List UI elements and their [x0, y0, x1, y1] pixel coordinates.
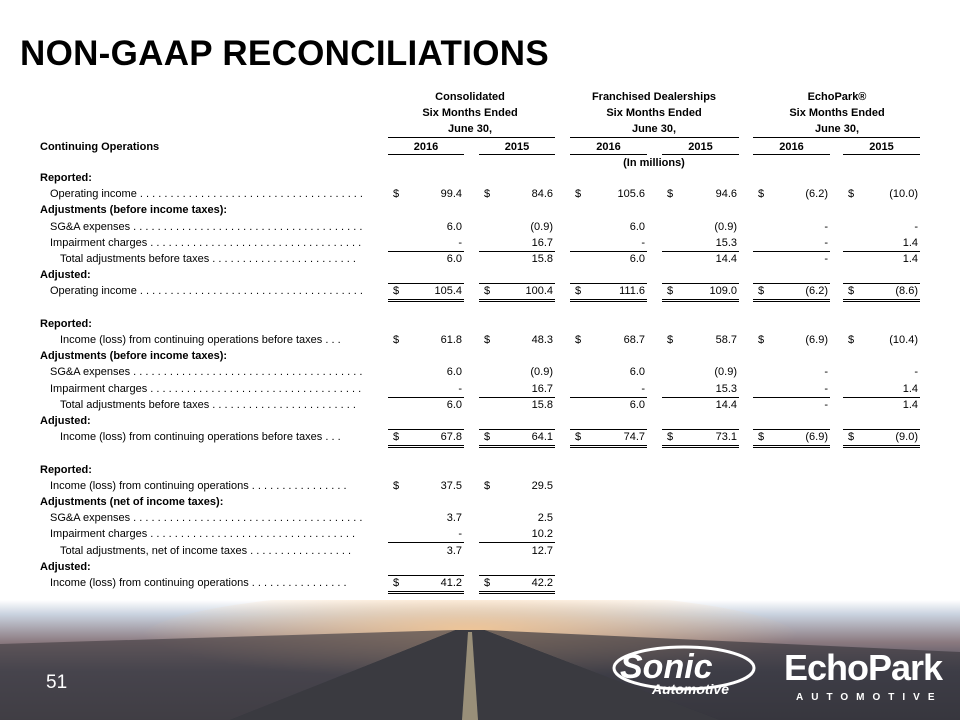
- row-value: 109.0: [709, 285, 737, 298]
- row-value: 10.2: [531, 528, 553, 541]
- row-value: -: [641, 236, 645, 249]
- row-value: -: [824, 398, 828, 411]
- row-value: -: [914, 220, 918, 233]
- echopark-automotive-logo: [784, 647, 943, 703]
- double-underline-top: [479, 445, 555, 446]
- row-value: 6.0: [446, 253, 462, 265]
- row-label: Impairment charges . . . . . . . . . . . . . . . . . . . . . . . . . . . . . . . . . . .: [50, 236, 362, 249]
- total-line-above: [753, 429, 830, 430]
- group-header-underline: [753, 137, 920, 138]
- total-line-above: [479, 575, 555, 576]
- section-label: Continuing Operations: [40, 141, 160, 153]
- row-value: 1.4: [902, 253, 918, 265]
- row-value: (0.9): [530, 366, 553, 379]
- double-underline-top: [843, 299, 920, 300]
- year-header-underline: [843, 154, 920, 155]
- dollar-sign: $: [667, 188, 674, 201]
- double-underline-top: [570, 445, 647, 446]
- row-value: -: [641, 382, 645, 395]
- row-value: 37.5: [440, 479, 462, 492]
- double-underline-top: [388, 445, 464, 446]
- dollar-sign: $: [484, 285, 491, 298]
- row-section-label: Adjusted:: [40, 560, 91, 573]
- row-value: 99.4: [440, 188, 462, 201]
- row-value: 12.7: [531, 544, 553, 557]
- dollar-sign: $: [393, 431, 400, 444]
- echopark-logo-subtext: AUTOMOTIVE: [796, 692, 943, 703]
- row-label: SG&A expenses . . . . . . . . . . . . . . . . . . . . . . . . . . . . . . . . . . . . . .: [50, 512, 363, 525]
- row-value: -: [824, 366, 828, 379]
- total-line-above: [479, 429, 555, 430]
- dollar-sign: $: [848, 334, 855, 346]
- sonic-logo-subtext: Automotive: [652, 681, 729, 697]
- double-underline-bottom: [388, 593, 464, 594]
- total-line-above: [388, 283, 464, 284]
- row-value: (10.0): [889, 188, 918, 201]
- double-underline-top: [388, 299, 464, 300]
- year-header: 2015: [688, 141, 713, 153]
- year-header-underline: [570, 154, 647, 155]
- row-value: 105.4: [434, 285, 462, 298]
- dollar-sign: $: [758, 285, 765, 298]
- double-underline-top: [479, 591, 555, 592]
- total-line-above: [570, 283, 647, 284]
- row-value: 111.6: [619, 285, 645, 298]
- total-line-above: [843, 283, 920, 284]
- row-value: 68.7: [623, 334, 645, 346]
- dollar-sign: $: [667, 285, 674, 298]
- row-value: 61.8: [440, 334, 462, 346]
- double-underline-top: [662, 445, 739, 446]
- double-underline-bottom: [753, 447, 830, 448]
- row-value: 15.3: [715, 236, 737, 249]
- group-header-date: June 30,: [631, 123, 677, 135]
- row-value: 1.4: [902, 382, 918, 395]
- dollar-sign: $: [484, 334, 491, 346]
- year-header-underline: [753, 154, 830, 155]
- row-section-label: Adjustments (before income taxes):: [40, 204, 228, 217]
- double-underline-bottom: [662, 447, 739, 448]
- row-value: 48.3: [531, 334, 553, 346]
- row-section-label: Reported:: [40, 463, 92, 476]
- total-line-above: [753, 283, 830, 284]
- double-underline-bottom: [388, 301, 464, 302]
- double-underline-bottom: [388, 447, 464, 448]
- double-underline-bottom: [843, 301, 920, 302]
- row-value: 15.3: [715, 382, 737, 395]
- dollar-sign: $: [848, 285, 855, 298]
- row-value: 2.5: [537, 512, 553, 525]
- dollar-sign: $: [575, 285, 582, 298]
- row-value: 3.7: [446, 544, 462, 557]
- row-label: SG&A expenses . . . . . . . . . . . . . . . . . . . . . . . . . . . . . . . . . . . . . .: [50, 366, 363, 379]
- row-value: -: [824, 220, 828, 233]
- row-section-label: Adjustments (before income taxes):: [40, 350, 228, 363]
- group-header-underline: [388, 137, 555, 138]
- dollar-sign: $: [393, 285, 400, 298]
- row-label: Total adjustments before taxes . . . . . . . . . . . . . . . . . . . . . . . .: [60, 398, 356, 411]
- year-header: 2016: [779, 141, 804, 153]
- row-value: (6.2): [805, 285, 828, 298]
- row-value: 6.0: [446, 398, 462, 411]
- total-line-above: [662, 283, 739, 284]
- total-line-above: [388, 429, 464, 430]
- row-value: 14.4: [715, 398, 737, 411]
- double-underline-bottom: [570, 301, 647, 302]
- row-value: 16.7: [531, 382, 553, 395]
- row-value: (6.2): [805, 188, 828, 201]
- double-underline-bottom: [753, 301, 830, 302]
- row-section-label: Adjustments (net of income taxes):: [40, 496, 224, 508]
- row-value: 105.6: [617, 188, 645, 201]
- year-header-underline: [388, 154, 464, 155]
- row-value: (6.9): [805, 431, 828, 444]
- row-label: Income (loss) from continuing operations . . . . . . . . . . . . . . . .: [50, 479, 347, 492]
- row-value: -: [824, 382, 828, 395]
- double-underline-top: [843, 445, 920, 446]
- dollar-sign: $: [484, 577, 491, 589]
- echopark-logo-text: EchoPark: [784, 647, 943, 688]
- row-value: 15.8: [531, 253, 553, 265]
- row-section-label: Reported:: [40, 172, 92, 184]
- dollar-sign: $: [393, 479, 400, 492]
- dollar-sign: $: [848, 188, 855, 201]
- row-value: (0.9): [714, 366, 737, 379]
- row-label: Operating income . . . . . . . . . . . . . . . . . . . . . . . . . . . . . . . . . . . . .: [50, 285, 363, 298]
- row-value: (6.9): [805, 334, 828, 346]
- group-header-name: Franchised Dealerships: [591, 91, 717, 103]
- row-value: -: [458, 382, 462, 395]
- group-header-period: Six Months Ended: [606, 107, 702, 119]
- total-line-above: [662, 429, 739, 430]
- double-underline-top: [388, 591, 464, 592]
- row-label: Income (loss) from continuing operations . . . . . . . . . . . . . . . .: [50, 577, 347, 589]
- dollar-sign: $: [575, 188, 582, 201]
- row-value: 67.8: [440, 431, 462, 444]
- row-label: Income (loss) from continuing operations before taxes . . .: [60, 334, 341, 346]
- dollar-sign: $: [758, 431, 765, 444]
- dollar-sign: $: [758, 334, 765, 346]
- dollar-sign: $: [575, 431, 582, 444]
- row-value: 14.4: [715, 253, 737, 265]
- row-value: 3.7: [446, 512, 462, 525]
- row-value: 41.2: [440, 577, 462, 589]
- row-value: -: [914, 366, 918, 379]
- double-underline-top: [662, 299, 739, 300]
- row-value: 100.4: [525, 285, 553, 298]
- group-header-name: Consolidated: [435, 91, 505, 103]
- group-header-date: June 30,: [447, 123, 493, 135]
- row-label: Impairment charges . . . . . . . . . . . . . . . . . . . . . . . . . . . . . . . . . .: [50, 528, 356, 541]
- total-line-above: [570, 429, 647, 430]
- row-value: -: [824, 236, 828, 249]
- row-value: (9.0): [895, 431, 918, 444]
- group-header-period: Six Months Ended: [789, 107, 885, 119]
- double-underline-bottom: [843, 447, 920, 448]
- double-underline-top: [753, 299, 830, 300]
- row-value: (0.9): [714, 220, 737, 233]
- row-value: 94.6: [715, 188, 737, 201]
- row-label: Total adjustments, net of income taxes . . . . . . . . . . . . . . . . .: [60, 544, 352, 557]
- row-value: 64.1: [531, 431, 553, 444]
- dollar-sign: $: [758, 188, 765, 201]
- row-value: 29.5: [531, 479, 553, 492]
- row-value: 6.0: [629, 366, 645, 379]
- row-value: -: [458, 236, 462, 249]
- double-underline-bottom: [570, 447, 647, 448]
- row-value: 84.6: [531, 188, 553, 201]
- dollar-sign: $: [667, 431, 674, 444]
- dollar-sign: $: [667, 334, 674, 346]
- year-header-underline: [662, 154, 739, 155]
- group-header-underline: [570, 137, 739, 138]
- units-label: (In millions): [623, 157, 685, 169]
- row-value: 73.1: [715, 431, 737, 444]
- row-value: 42.2: [531, 577, 553, 589]
- row-value: 1.4: [902, 398, 918, 411]
- year-header: 2015: [504, 141, 530, 153]
- row-label: Operating income . . . . . . . . . . . . . . . . . . . . . . . . . . . . . . . . . . . . .: [50, 188, 363, 201]
- page-number: 51: [46, 672, 68, 693]
- dollar-sign: $: [484, 479, 491, 492]
- row-value: (0.9): [530, 220, 553, 233]
- dollar-sign: $: [575, 334, 582, 346]
- dollar-sign: $: [393, 577, 400, 589]
- year-header-underline: [479, 154, 555, 155]
- double-underline-top: [479, 299, 555, 300]
- dollar-sign: $: [393, 334, 400, 346]
- total-line-above: [843, 429, 920, 430]
- double-underline-top: [753, 445, 830, 446]
- double-underline-bottom: [479, 447, 555, 448]
- row-value: 15.8: [531, 398, 553, 411]
- total-line-above: [479, 283, 555, 284]
- row-value: -: [824, 253, 828, 265]
- double-underline-bottom: [479, 301, 555, 302]
- row-value: 6.0: [629, 253, 645, 265]
- double-underline-bottom: [662, 301, 739, 302]
- year-header: 2016: [596, 141, 621, 153]
- double-underline-bottom: [479, 593, 555, 594]
- dollar-sign: $: [484, 188, 491, 201]
- slide-title: NON-GAAP RECONCILIATIONS: [20, 34, 549, 73]
- row-value: 6.0: [629, 220, 645, 233]
- sonic-logo-text: Sonic: [620, 648, 713, 686]
- group-header-date: June 30,: [814, 123, 860, 135]
- row-label: Total adjustments before taxes . . . . . . . . . . . . . . . . . . . . . . . .: [60, 253, 356, 265]
- row-value: 6.0: [446, 366, 462, 379]
- row-value: 6.0: [629, 398, 645, 411]
- double-underline-top: [570, 299, 647, 300]
- row-value: 74.7: [623, 431, 645, 444]
- dollar-sign: $: [393, 188, 400, 201]
- row-value: 58.7: [715, 334, 737, 346]
- sonic-automotive-logo: [612, 644, 762, 705]
- row-section-label: Reported:: [40, 317, 92, 330]
- group-header-name: EchoPark®: [807, 91, 867, 103]
- group-header-period: Six Months Ended: [422, 107, 518, 119]
- row-section-label: Adjusted:: [40, 415, 91, 427]
- year-header: 2016: [413, 141, 439, 153]
- row-label: SG&A expenses . . . . . . . . . . . . . . . . . . . . . . . . . . . . . . . . . . . . . .: [50, 220, 363, 233]
- dollar-sign: $: [848, 431, 855, 444]
- total-line-above: [388, 575, 464, 576]
- row-section-label: Adjusted:: [40, 269, 91, 282]
- row-label: Income (loss) from continuing operations before taxes . . .: [60, 431, 341, 444]
- row-value: (8.6): [895, 285, 918, 298]
- row-label: Impairment charges . . . . . . . . . . . . . . . . . . . . . . . . . . . . . . . . . . .: [50, 382, 362, 395]
- row-value: -: [458, 528, 462, 541]
- row-value: 1.4: [902, 236, 918, 249]
- year-header: 2015: [869, 141, 894, 153]
- row-value: 6.0: [446, 220, 462, 233]
- row-value: (10.4): [889, 334, 918, 346]
- row-value: 16.7: [531, 236, 553, 249]
- dollar-sign: $: [484, 431, 491, 444]
